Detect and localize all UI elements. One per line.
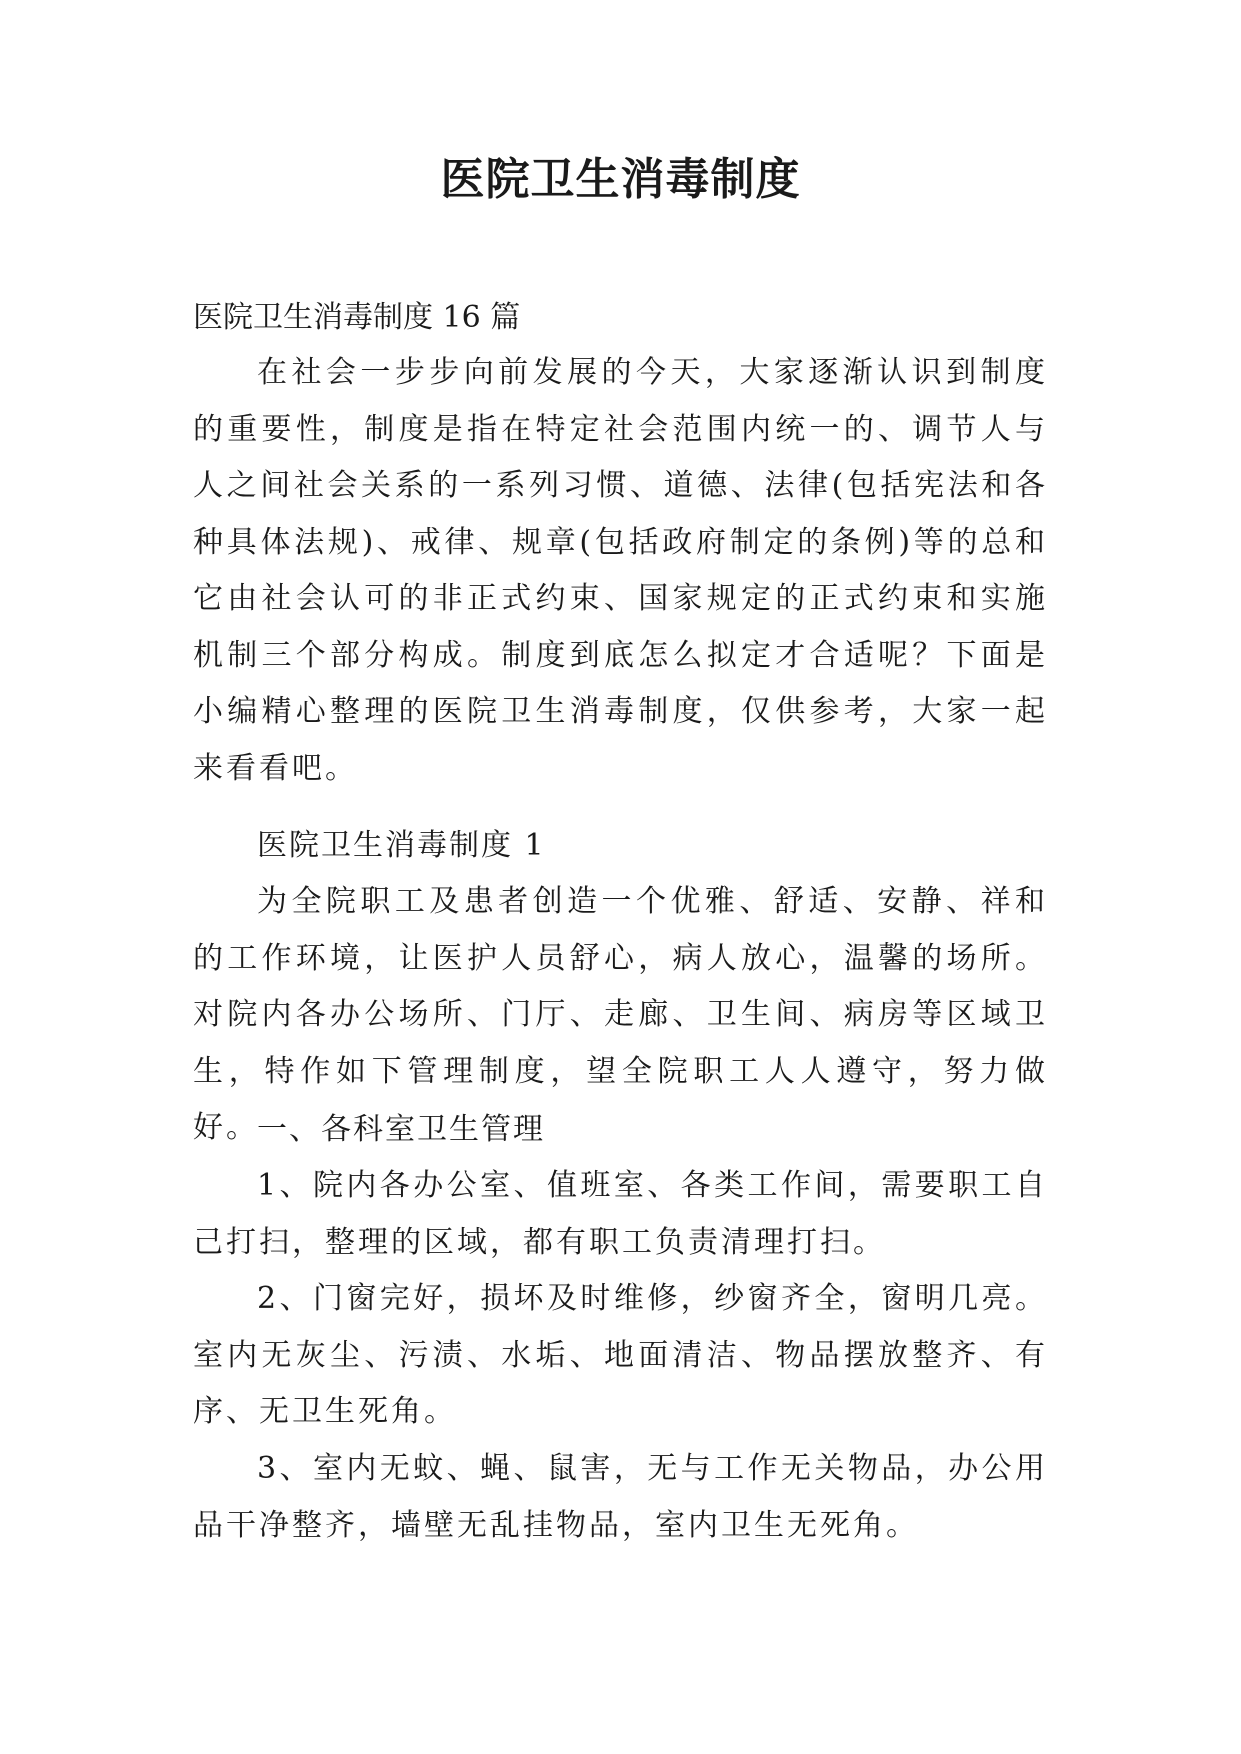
subsection-heading: 一、各科室卫生管理 bbox=[257, 1112, 545, 1147]
list-item: 3、室内无蚊、蝇、鼠害，无与工作无关物品，办公用品干净整齐，墙壁无乱挂物品，室内卫生无死角。 bbox=[193, 1451, 1048, 1543]
section-paragraph: 为全院职工及患者创造一个优雅、舒适、安静、祥和的工作环境，让医护人员舒心，病人放心，温馨的场所。对院内各办公场所、门厅、走廊、卫生间、病房等区域卫生，特作如下管理制度，望全院职工人人遵守，努力做好。 bbox=[193, 884, 1048, 1145]
list-item: 1、院内各办公室、值班室、各类工作间，需要职工自己打扫，整理的区域，都有职工负责清理打扫。 bbox=[193, 1168, 1048, 1260]
list-item: 2、门窗完好，损坏及时维修，纱窗齐全，窗明几亮。室内无灰尘、污渍、水垢、地面清洁、物品摆放整齐、有序、无卫生死角。 bbox=[193, 1281, 1048, 1429]
document-subtitle: 医院卫生消毒制度 16 篇 bbox=[193, 300, 521, 335]
section-heading: 医院卫生消毒制度 1 bbox=[257, 828, 546, 863]
intro-paragraph: 在社会一步步向前发展的今天，大家逐渐认识到制度的重要性，制度是指在特定社会范围内统一的、调节人与人之间社会关系的一系列习惯、道德、法律(包括宪法和各种具体法规)、戒律、规章(包括政府制定的条例)等的总和它由社会认可的非正式约束、国家规定的正式约束和实施机制三个部分构成。制度到底怎么拟定才合适呢？下面是小编精心整理的医院卫生消毒制度，仅供参考，大家一起来看看吧。 bbox=[193, 355, 1048, 786]
document-title: 医院卫生消毒制度 bbox=[440, 154, 801, 205]
